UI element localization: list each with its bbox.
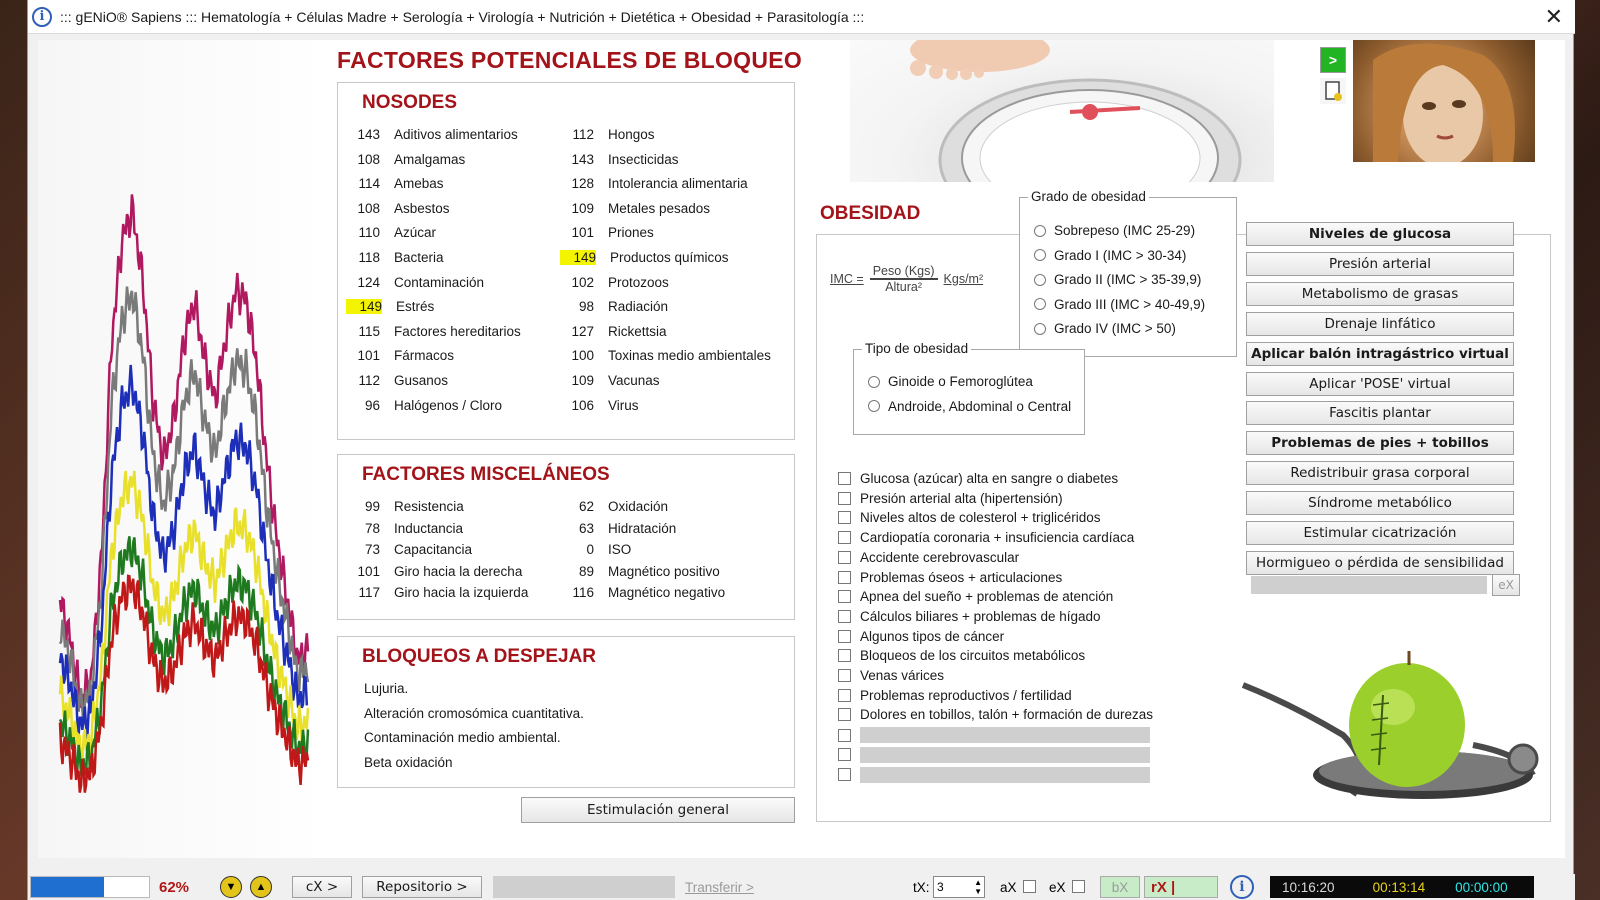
imc-denominator: Altura² [885,280,923,294]
misc-factor-row [346,564,522,579]
misc-factor-row [346,542,472,557]
page-title: FACTORES POTENCIALES DE BLOQUEO [337,47,803,73]
main-content [38,40,1565,858]
time-panel [1270,876,1534,898]
factor-label: Productos químicos [610,250,729,265]
value-number: 143 [571,151,594,167]
tipo-option[interactable] [868,374,1033,389]
factor-label: Resistencia [394,499,464,514]
factor-label: Bacteria [394,250,444,265]
factor-label: Fármacos [394,348,455,364]
stepper-arrows-icon[interactable]: ▲ ▼ [974,878,982,896]
value-number: 118 [358,250,380,265]
estimulacion-general-button[interactable]: Estimulación general [521,797,795,823]
value-number: 108 [357,200,380,216]
nosode-row [346,398,502,413]
value-number: 78 [364,520,380,536]
factor-label: Protozoos [608,274,669,290]
condition-label: Venas várices [860,668,945,683]
status-bar [28,874,1575,900]
nosode-row [346,324,521,339]
factor-label: Giro hacia la izquierda [394,585,529,601]
app-window [27,0,1574,900]
radio-label: Grado III (IMC > 40-49,9) [1054,296,1206,312]
factor-label: Giro hacia la derecha [394,563,523,579]
condition-checkbox-row[interactable] [838,589,1113,604]
radio-label: Grado IV (IMC > 50) [1054,321,1176,337]
value-number: 112 [358,373,380,388]
nosode-row [560,398,639,413]
nosode-row [346,275,484,290]
nosode-row [560,201,710,216]
value-number: 109 [571,200,594,216]
checkbox[interactable] [838,669,851,682]
scale-photo [850,40,1274,182]
radio-button[interactable] [1034,298,1046,310]
obesidad-title: OBESIDAD [820,203,921,224]
radio-button[interactable] [1034,323,1046,335]
factor-label: Insecticidas [608,151,679,167]
checkbox[interactable] [838,768,851,781]
checkbox[interactable] [838,649,851,662]
misc-title: FACTORES MISCELÁNEOS [362,464,610,485]
value-number: 98 [578,299,594,315]
factor-label: Amebas [394,176,444,192]
factor-label: Estrés [396,299,435,315]
title-bar [28,0,1575,34]
treatment-button[interactable]: Hormigueo o pérdida de sensibilidad [1246,551,1514,575]
misc-factor-row [560,585,725,600]
value-number: 149 [346,299,382,314]
grado-obesidad-legend: Grado de obesidad [1028,189,1149,204]
radio-button[interactable] [1034,249,1046,261]
window-title: ::: gENiO® Sapiens ::: Hematología + Células Madre + Serología + Virología + Nutrición + Dietética + Obesidad + Parasitología ::: [60,8,865,25]
factor-label: Inductancia [394,520,464,536]
misc-factor-row [560,542,631,557]
condition-label: Glucosa (azúcar) alta en sangre o diabetes [860,471,1119,486]
checkbox[interactable] [838,610,851,623]
nosodes-title: NOSODES [362,92,458,113]
tx-label: tX: [913,879,930,895]
custom-condition-field[interactable] [860,767,1150,783]
treatment-button[interactable]: Estimular cicatrización [1246,521,1514,545]
value-number: 115 [358,323,380,339]
treatment-button[interactable]: Drenaje linfático [1246,312,1514,336]
bloqueo-item: Contaminación medio ambiental. [364,730,561,746]
factor-label: Magnético negativo [608,585,726,601]
value-number: 109 [571,373,594,388]
radio-label: Sobrepeso (IMC 25-29) [1054,223,1196,238]
value-number: 63 [578,520,594,536]
treatment-button[interactable]: Presión arterial [1246,252,1514,276]
wave-chart-svg [38,40,328,858]
factor-label: Azúcar [394,225,437,241]
imc-numerator: Peso (Kgs) [870,264,938,280]
treatment-button[interactable]: Aplicar 'POSE' virtual [1246,372,1514,396]
custom-condition-field[interactable] [860,727,1150,743]
custom-condition-field[interactable] [860,747,1150,763]
condition-label: Algunos tipos de cáncer [860,628,1005,644]
nosode-row [346,201,450,216]
misc-factor-row [560,521,676,536]
nosode-row [346,225,436,240]
condition-label: Dolores en tobillos, talón + formación de durezas [860,707,1154,723]
value-number: 101 [357,348,380,364]
nosode-row [346,127,518,142]
radio-button[interactable] [1034,274,1046,286]
factor-label: Priones [608,225,654,241]
factor-label: Aditivos alimentarios [394,127,518,142]
document-icon[interactable] [1320,78,1346,104]
treatment-button[interactable]: Metabolismo de grasas [1246,282,1514,306]
checkbox[interactable] [838,472,851,485]
nosode-row [346,348,454,363]
condition-checkbox-row[interactable] [838,609,1101,624]
tipo-option[interactable] [868,399,1071,414]
radio-label: Ginoide o Femoroglútea [888,374,1033,389]
condition-checkbox-row[interactable] [838,510,1100,525]
radio-button[interactable] [868,400,880,412]
value-number: 143 [357,127,380,142]
checkbox[interactable] [838,689,851,702]
misc-factor-row [346,499,464,514]
misc-factor-row [560,564,720,579]
transfer-field[interactable] [493,876,675,898]
checkbox[interactable] [838,531,851,544]
up-arrow-icon[interactable]: ▲ [250,876,272,898]
value-number: 62 [578,499,594,514]
treatment-button[interactable]: Fascitis plantar [1246,401,1514,425]
ex-label: eX [1049,879,1066,895]
bloqueo-item: Alteración cromosómica cuantitativa. [364,705,584,721]
imc-unit: Kgs/m² [943,272,984,286]
value-number: 117 [358,585,380,601]
tx-stepper[interactable] [933,876,985,898]
radio-button[interactable] [1034,225,1046,237]
grado-option[interactable] [1034,272,1201,287]
close-icon[interactable]: ✕ [1544,4,1563,29]
nosode-row [560,324,667,339]
repositorio-button[interactable]: Repositorio > [362,876,482,898]
radio-label: Grado II (IMC > 35-39,9) [1054,272,1202,288]
value-number: 101 [357,563,380,579]
biofeedback-graph [38,40,328,858]
custom-treatment-field[interactable] [1251,576,1487,594]
grado-option[interactable] [1034,297,1205,312]
grado-obesidad-group [1019,189,1237,357]
nosode-row [560,373,660,388]
factor-label: Metales pesados [608,200,711,216]
checkbox[interactable] [838,708,851,721]
nosode-row [560,127,655,142]
nosode-row [560,275,669,290]
ex-checkbox[interactable] [1072,880,1085,893]
value-number: 112 [572,127,594,142]
condition-checkbox-row[interactable] [838,530,1134,545]
nosode-row [560,299,668,314]
value-number: 108 [357,151,380,167]
radio-label: Grado I (IMC > 30-34) [1054,247,1187,263]
transferir-link[interactable]: Transferir > [685,879,754,895]
value-number: 102 [571,274,594,290]
factor-label: Capacitancia [394,542,473,558]
tx-value: 3 [937,880,944,894]
value-number: 89 [578,563,594,579]
progress-percent: 62% [159,878,190,896]
checkbox[interactable] [838,630,851,643]
value-number: 116 [572,585,594,601]
factor-label: Vacunas [608,373,660,388]
value-number: 110 [358,225,380,241]
value-number: 149 [560,250,596,265]
custom-condition-row[interactable] [838,727,1150,743]
condition-checkbox-row[interactable] [838,471,1118,486]
value-number: 127 [571,323,594,339]
factor-label: Asbestos [394,200,450,216]
info-icon[interactable]: i [1230,875,1254,899]
radio-label: Androide, Abdominal o Central [888,398,1072,414]
misc-factor-row [346,521,463,536]
condition-checkbox-row[interactable] [838,629,1004,644]
treatment-button[interactable]: Niveles de glucosa [1246,222,1514,246]
nosode-row [346,152,465,167]
imc-formula [830,264,983,294]
value-number: 73 [364,542,380,558]
radio-button[interactable] [868,376,880,388]
bloqueo-item: Lujuria. [364,681,409,696]
condition-label: Cálculos biliares + problemas de hígado [860,608,1101,624]
nosode-row [346,373,448,388]
condition-label: Accidente cerebrovascular [860,549,1020,565]
bloqueos-title: BLOQUEOS A DESPEJAR [362,646,597,667]
factor-label: Rickettsia [608,323,667,339]
timer-time: 00:00:00 [1455,879,1508,895]
condition-label: Presión arterial alta (hipertensión) [860,490,1063,506]
factor-label: Intolerancia alimentaria [608,176,748,192]
condition-label: Apnea del sueño + problemas de atención [860,589,1114,605]
nosode-row [560,176,748,191]
elapsed-time: 00:13:14 [1372,879,1426,895]
misc-factor-row [560,499,668,514]
ex-small-button[interactable]: eX [1492,574,1520,596]
checkbox[interactable] [838,551,851,564]
factor-label: Oxidación [608,499,669,514]
clock-time: 10:16:20 [1282,879,1335,895]
condition-label: Cardiopatía coronaria + insuficiencia cardíaca [860,530,1135,546]
custom-condition-row[interactable] [838,747,1150,763]
factor-label: Amalgamas [394,151,466,167]
condition-checkbox-row[interactable] [838,688,1072,703]
factor-label: Radiación [608,299,669,315]
factor-label: Contaminación [394,274,485,290]
checkbox[interactable] [838,511,851,524]
checkbox[interactable] [838,748,851,761]
grado-option[interactable] [1034,321,1176,336]
condition-label: Bloqueos de los circuitos metabólicos [860,648,1086,664]
value-number: 99 [364,499,380,514]
condition-checkbox-row[interactable] [838,570,1062,585]
condition-label: Niveles altos de colesterol + triglicéridos [860,510,1101,526]
treatment-button[interactable]: Redistribuir grasa corporal [1246,461,1514,485]
factor-label: Hongos [608,127,655,142]
value-number: 114 [358,176,380,192]
condition-checkbox-row[interactable] [838,491,1063,506]
factor-label: ISO [608,542,632,558]
treatment-button[interactable]: Síndrome metabólico [1246,491,1514,515]
tipo-obesidad-group [853,341,1085,435]
app-logo-icon: i [32,7,52,27]
bloqueo-item: Beta oxidación [364,754,453,770]
factor-label: Halógenos / Cloro [394,397,503,413]
bx-button[interactable]: bX [1100,876,1140,898]
custom-condition-row[interactable] [838,767,1150,783]
condition-checkbox-row[interactable] [838,648,1085,663]
factor-label: Hidratación [608,520,677,536]
value-number: 128 [571,176,594,192]
grado-option[interactable] [1034,248,1186,263]
cx-button[interactable]: cX > [292,876,352,898]
nosode-row [346,299,434,314]
value-number: 101 [571,225,594,241]
factor-label: Virus [608,397,639,413]
factor-label: Magnético positivo [608,563,720,579]
nosodes-panel [337,82,795,440]
down-arrow-icon[interactable]: ▼ [220,876,242,898]
ax-checkbox[interactable] [1023,880,1036,893]
value-number: 106 [571,397,594,413]
value-number: 100 [571,348,594,364]
checkbox[interactable] [838,729,851,742]
nosode-row [346,250,444,265]
condition-label: Problemas óseos + articulaciones [860,569,1063,585]
condition-checkbox-row[interactable] [838,707,1153,722]
value-number: 96 [364,397,380,413]
apple-stethoscope-photo [1233,625,1543,815]
nosode-row [560,348,771,363]
misc-factor-row [346,585,528,600]
scale-illustration [850,40,1274,182]
condition-checkbox-row[interactable] [838,668,944,683]
checkbox[interactable] [838,571,851,584]
nosode-row [560,225,654,240]
progress-fill [31,877,104,897]
checkbox[interactable] [838,492,851,505]
imc-label: IMC = [830,272,864,286]
ax-label: aX [1000,879,1017,895]
checkbox[interactable] [838,590,851,603]
condition-label: Problemas reproductivos / fertilidad [860,687,1072,703]
venus-portrait-photo [1353,40,1535,162]
condition-checkbox-row[interactable] [838,550,1019,565]
factor-label: Toxinas medio ambientales [608,348,771,364]
grado-option[interactable] [1034,223,1195,238]
misc-panel [337,454,795,620]
next-arrow-button[interactable]: > [1320,47,1346,73]
nosode-row [560,152,679,167]
treatment-button[interactable]: Aplicar balón intragástrico virtual [1246,342,1514,366]
nosode-row [346,176,444,191]
rx-button[interactable]: rX | [1144,876,1218,898]
bloqueos-panel [337,636,795,788]
progress-bar [30,876,150,898]
nosode-row [560,250,729,265]
factor-label: Factores hereditarios [394,323,521,339]
tipo-obesidad-legend: Tipo de obesidad [862,341,971,356]
value-number: 0 [586,542,594,558]
value-number: 124 [357,274,380,290]
treatment-button[interactable]: Problemas de pies + tobillos [1246,431,1514,455]
factor-label: Gusanos [394,373,449,388]
